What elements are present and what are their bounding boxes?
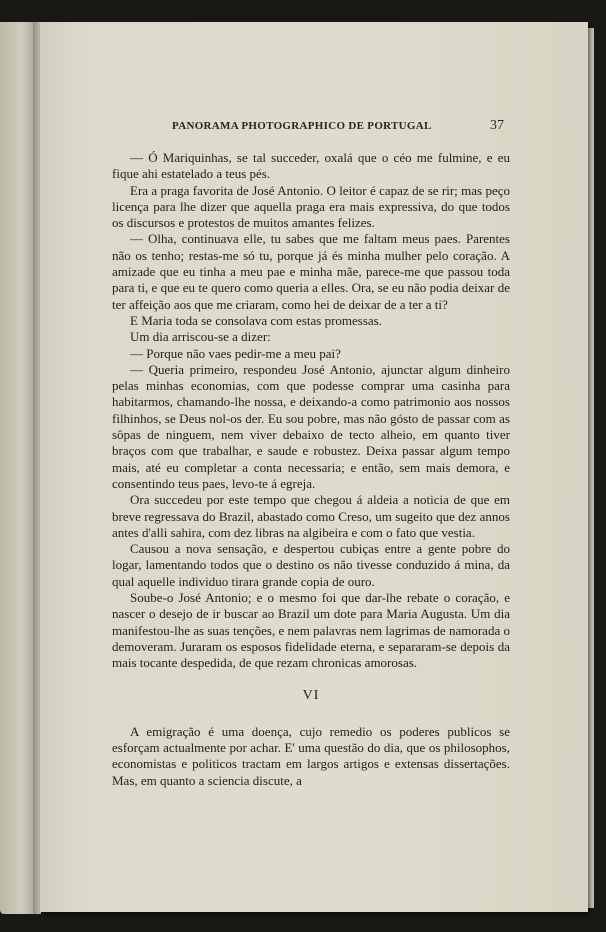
paragraph: Um dia arriscou-se a dizer:: [130, 329, 271, 345]
page-stack-edge: [588, 28, 594, 908]
page-header: [40, 118, 588, 134]
paragraph: — Ó Mariquinhas, se tal succeder, oxalá que o céo me fulmine, e eu fique ahi estatelado a teus pés.: [112, 150, 510, 182]
paragraph: A emigração é uma doença, cujo remedio os poderes publicos se esforçam actualmente por achar. E' uma questão do dia, que os philosophos, economistas e politicos tractam em largos artigos e extensas dissertações. Mas, em quanto a sciencia discute, a: [112, 723, 510, 788]
paragraph: Soube-o José Antonio; e o mesmo foi que dar-lhe rebate o coração, e nascer o desejo de ir buscar ao Brazil um dote para Maria Augusta. Um dia manifestou-lhe as suas tenções, e nem palavras nem lagrimas de namorada o demoveram. Juraram os esposos fidelidade eterna, e separaram-se depois da mais tocante despedida, de que rezam chronicas amorosas.: [112, 590, 510, 671]
paragraph: Causou a nova sensação, e despertou cubiças entre a gente pobre do logar, lamentando todos que o destino os não tivesse conduzido á mina, da qual aquelle individuo tirara grande copia de ouro.: [112, 541, 510, 589]
paragraph: — Porque não vaes pedir-me a meu pai?: [130, 345, 341, 361]
running-title: PANORAMA PHOTOGRAPHICO DE PORTUGAL: [172, 120, 432, 132]
book-page: [40, 22, 588, 912]
paragraph: — Olha, continuava elle, tu sabes que me faltam meus paes. Parentes não os tenho; restas-me só tu, porque já és minha mulher pelo coração. A amizade que eu tinha a meu pae e minha mãe, parece-me que passou toda para ti, e que eu te quero como queria a elles. Ora, se eu não podia deixar de ter affeição aos que me criaram, como hei de deixar de a ter a ti?: [112, 231, 510, 312]
paragraph: — Queria primeiro, respondeu José Antonio, ajunctar algum dinheiro pelas minhas economias, com que podesse comprar uma casinha para habitarmos, chamando-lhe nossa, e deixando-a como patrimonio aos nossos filhinhos, se Deus nol-os der. Eu sou pobre, mas não gósto de passar com as sôpas de ninguem, nem viver debaixo de tecto alheio, em quanto tiver braços com que trabalhar, e saude e robustez. Deixa passar algum tempo mais, até eu completar a conta necessaria; e então, sem mais demora, e consentindo teus paes, levo-te á egreja.: [112, 361, 510, 491]
chapter-heading: VI: [302, 687, 320, 703]
body-text: [112, 150, 510, 789]
paragraph: Ora succedeu por este tempo que chegou á aldeia a noticia de que em breve regressava do Brazil, abastado como Creso, um sugeito que dez annos antes d'alli sahira, com dez libras na algibeira e com o fato que vestia.: [112, 492, 510, 540]
facing-page-edge: [0, 22, 36, 914]
page-number: 37: [490, 118, 504, 133]
paragraph: Era a praga favorita de José Antonio. O leitor é capaz de se rir; mas peço licença para lhe dizer que aquella praga era mais expressiva, do que todos os discursos e protestos de muitos amantes felizes.: [112, 182, 510, 231]
paragraph: E Maria toda se consolava com estas promessas.: [130, 312, 382, 328]
